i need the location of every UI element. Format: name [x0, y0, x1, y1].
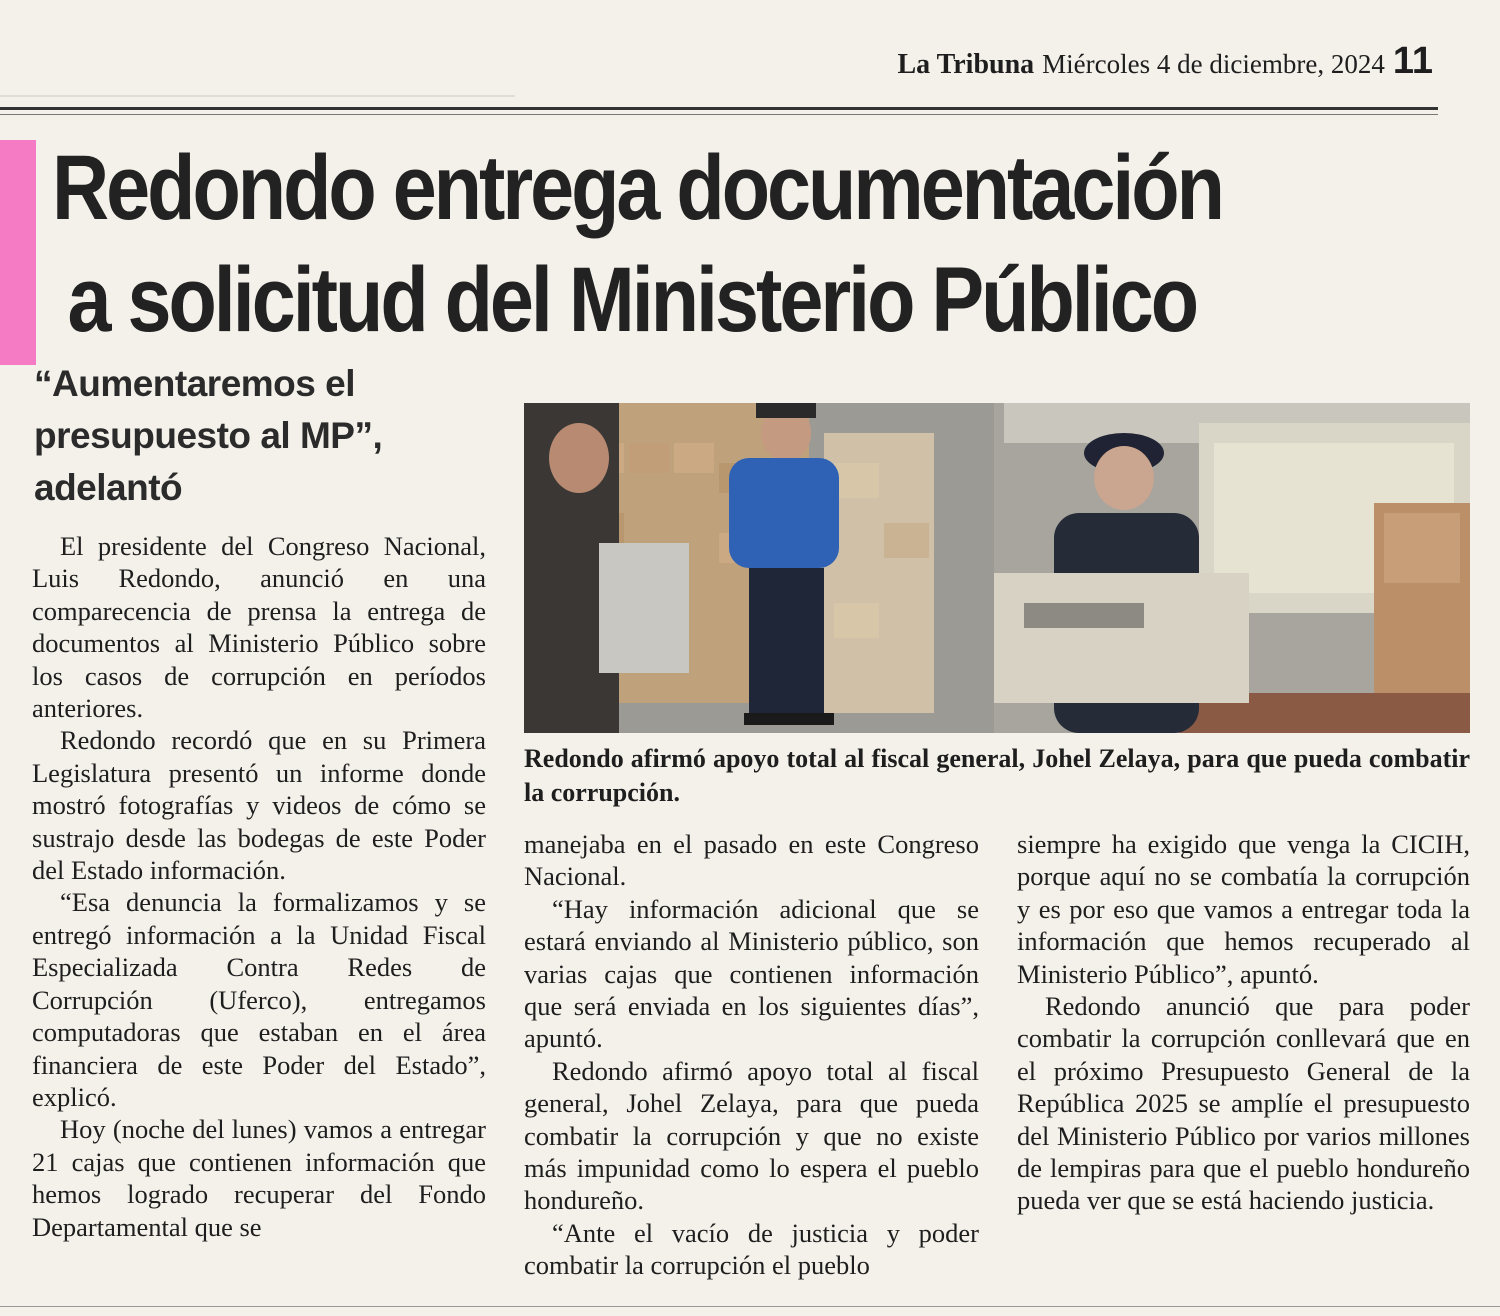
paragraph: El presidente del Congreso Nacional, Luis Redondo, anunció en una comparecencia de prensa la entrega de documentos al Ministerio Público sobre los casos de corrupción en períodos anteriores.: [32, 531, 486, 724]
article-column-2: [524, 828, 979, 1282]
newspaper-name: La Tribuna: [897, 49, 1035, 80]
paragraph: “Esa denuncia la formalizamos y se entregó información a la Unidad Fiscal Especializada Contra Redes de Corrupción (Uferco), entregamos computadoras que estaban en el área financiera de este Poder del Estado”, explicó.: [32, 887, 486, 1112]
page-bottom-edge: [0, 1306, 1500, 1307]
paragraph: Hoy (noche del lunes) vamos a entregar 21 cajas que contienen información que hemos logrado recuperar del Fondo Departamental que se: [32, 1114, 486, 1242]
subheadline: “Aumentaremos el presupuesto al MP”, adelantó: [34, 363, 383, 508]
adjacent-page-bleed: [0, 0, 520, 120]
headline-line-2: a solicitud del Ministerio Público: [67, 249, 1197, 351]
article-column-1: [32, 530, 486, 1243]
paragraph: siempre ha exigido que venga la CICIH, porque aquí no se combatía la corrupción y es por eso que vamos a entregar toda la información que hemos recuperado al Ministerio Público”, apuntó.: [1017, 829, 1470, 989]
header-rule: [0, 107, 1438, 110]
page-header: [808, 40, 1433, 86]
article-column-3: [1017, 828, 1470, 1217]
paragraph: Redondo anunció que para poder combatir la corrupción conllevará que en el próximo Presupuesto General de la República 2025 se amplíe el presupuesto del Ministerio Público por varios millones de lempiras para que el pueblo hondureño pueda ver que se está haciendo justicia.: [1017, 991, 1470, 1216]
paragraph: “Ante el vacío de justicia y poder combatir la corrupción el pueblo: [524, 1217, 979, 1281]
highlighter-mark: [0, 140, 36, 365]
issue-date: Miércoles 4 de diciembre, 2024: [1042, 49, 1385, 79]
photo-caption: Redondo afirmó apoyo total al fiscal general, Johel Zelaya, para que pueda combatir la corrupción.: [524, 744, 1470, 807]
news-photo: [524, 403, 1470, 733]
headline-line-1: Redondo entrega documentación: [52, 137, 1222, 239]
paragraph: Redondo afirmó apoyo total al fiscal general, Johel Zelaya, para que pueda combatir la corrupción y que no existe más impunidad como lo espera el pueblo hondureño.: [524, 1055, 979, 1216]
paragraph: “Hay información adicional que se estará enviando al Ministerio público, son varias cajas que contienen información que será enviada en los siguientes días”, apuntó.: [524, 893, 979, 1054]
headline: [52, 132, 1273, 356]
paragraph: manejaba en el pasado en este Congreso Nacional.: [524, 829, 979, 892]
page-number: 11: [1392, 40, 1433, 82]
paragraph: Redondo recordó que en su Primera Legislatura presentó un informe donde mostró fotografías y videos de cómo se sustrajo desde las bodegas de este Poder del Estado información.: [32, 725, 486, 886]
header-rule-thin: [0, 114, 1438, 115]
